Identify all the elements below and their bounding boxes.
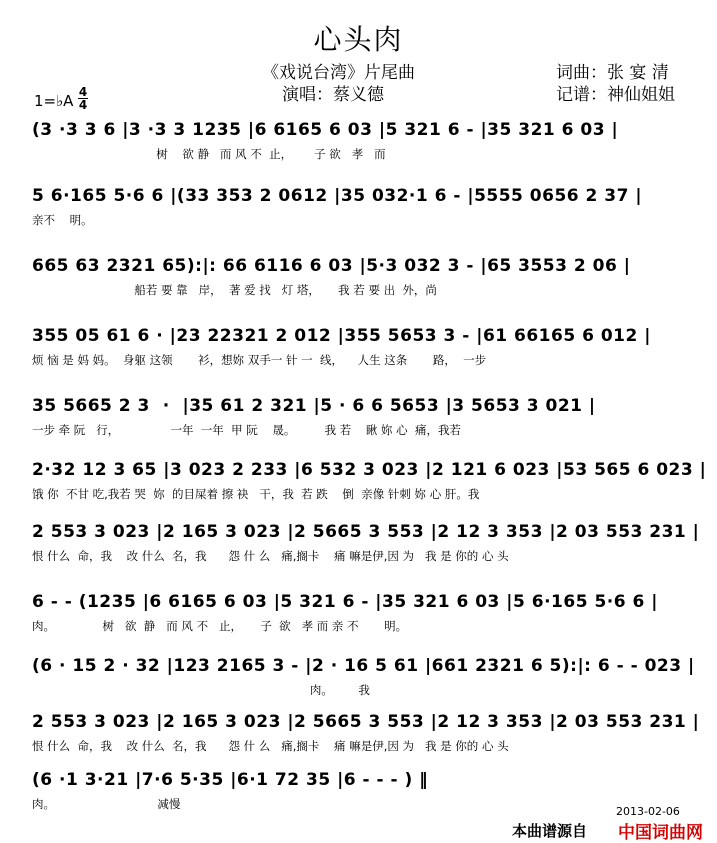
key-signature: 1=♭A (34, 92, 74, 110)
meter-bottom: 4 (78, 98, 88, 112)
lyric-line: 一步 牵 阮 行， 一年 一年 甲 阮 晟。 我 若 瞅 妳 心 痛，我若 (32, 423, 461, 437)
notation-line: (6 ·1 3·21 |7·6 5·35 |6·1 72 35 |6 - - - ) ‖ (32, 770, 429, 790)
brand-link[interactable]: 中国词曲网 (618, 823, 703, 843)
song-subtitle: 《戏说台湾》片尾曲 (262, 63, 415, 83)
lyric-line: 树 欲 静 而 风 不 止， 子 欲 孝 而 (32, 147, 386, 161)
notation-line: 6 - - (1235 |6 6165 6 03 |5 321 6 - |35 321 6 03 |5 6·165 5·6 6 | (32, 592, 658, 612)
singer-credit: 演唱：蔡义德 (282, 85, 384, 105)
notation-line: 35 5665 2 3 · |35 61 2 321 |5 · 6 6 5653 |3 5653 3 021 | (32, 396, 596, 416)
transcription-date: 2013-02-06 (616, 805, 680, 818)
lyric-line: 恨 什么 命，我 改 什么 名，我 怨 什 么 痛,搁卡 痛 嘛是伊,因 为 我 是 你的 心 头 (32, 549, 509, 563)
notation-line: 5 6·165 5·6 6 |(33 353 2 0612 |35 032·1 6 - |5555 0656 2 37 | (32, 186, 643, 206)
page-title: 心头肉 (313, 23, 404, 56)
lyric-line: 肉。 树 欲 静 而 风 不 止， 子 欲 孝 而 亲 不 明。 (32, 619, 408, 633)
notation-line: 2·32 12 3 65 |3 023 2 233 |6 532 3 023 |2 121 6 023 |53 565 6 023 | (32, 460, 707, 480)
lyric-line: 饿 你 不甘 吃,我若 哭 妳 的目屎着 擦 袂 干，我 若 跌 倒 亲像 针刺 妳 心 肝。我 (32, 487, 480, 501)
notation-line: (3 ·3 3 6 |3 ·3 3 1235 |6 6165 6 03 |5 321 6 - |35 321 6 03 | (32, 120, 619, 140)
lyric-line: 亲不 明。 (32, 213, 93, 227)
notation-line: (6 · 15 2 · 32 |123 2165 3 - |2 · 16 5 61 |661 2321 6 5):|: 6 - - 023 | (32, 656, 695, 676)
lyric-line: 船若 要 靠 岸， 著 爱 找 灯 塔， 我 若 要 出 外，尚 (32, 283, 437, 297)
lyric-line: 恨 什么 命，我 改 什么 名，我 怨 什 么 痛,搁卡 痛 嘛是伊,因 为 我 是 你的 心 头 (32, 739, 509, 753)
source-label: 本曲谱源自 (512, 822, 588, 840)
notation-line: 355 05 61 6 · |23 22321 2 012 |355 5653 3 - |61 66165 6 012 | (32, 326, 651, 346)
time-signature (78, 86, 88, 111)
meter-top: 4 (78, 85, 88, 99)
transcriber-credit: 记谱：神仙姐姐 (556, 85, 675, 105)
lyricist-credit: 词曲：张 宴 清 (556, 63, 669, 83)
lyric-line: 肉。 减慢 (32, 797, 181, 811)
notation-line: 665 63 2321 65):|: 66 6116 6 03 |5·3 032 3 - |65 3553 2 06 | (32, 256, 631, 276)
lyric-line: 肉。 我 (32, 683, 370, 697)
lyric-line: 烦 恼 是 妈 妈。 身躯 这领 衫，想妳 双手一 针 一 线， 人生 这条 路， 一步 (32, 353, 487, 367)
notation-line: 2 553 3 023 |2 165 3 023 |2 5665 3 553 |2 12 3 353 |2 03 553 231 | (32, 522, 700, 542)
notation-line: 2 553 3 023 |2 165 3 023 |2 5665 3 553 |2 12 3 353 |2 03 553 231 | (32, 712, 700, 732)
